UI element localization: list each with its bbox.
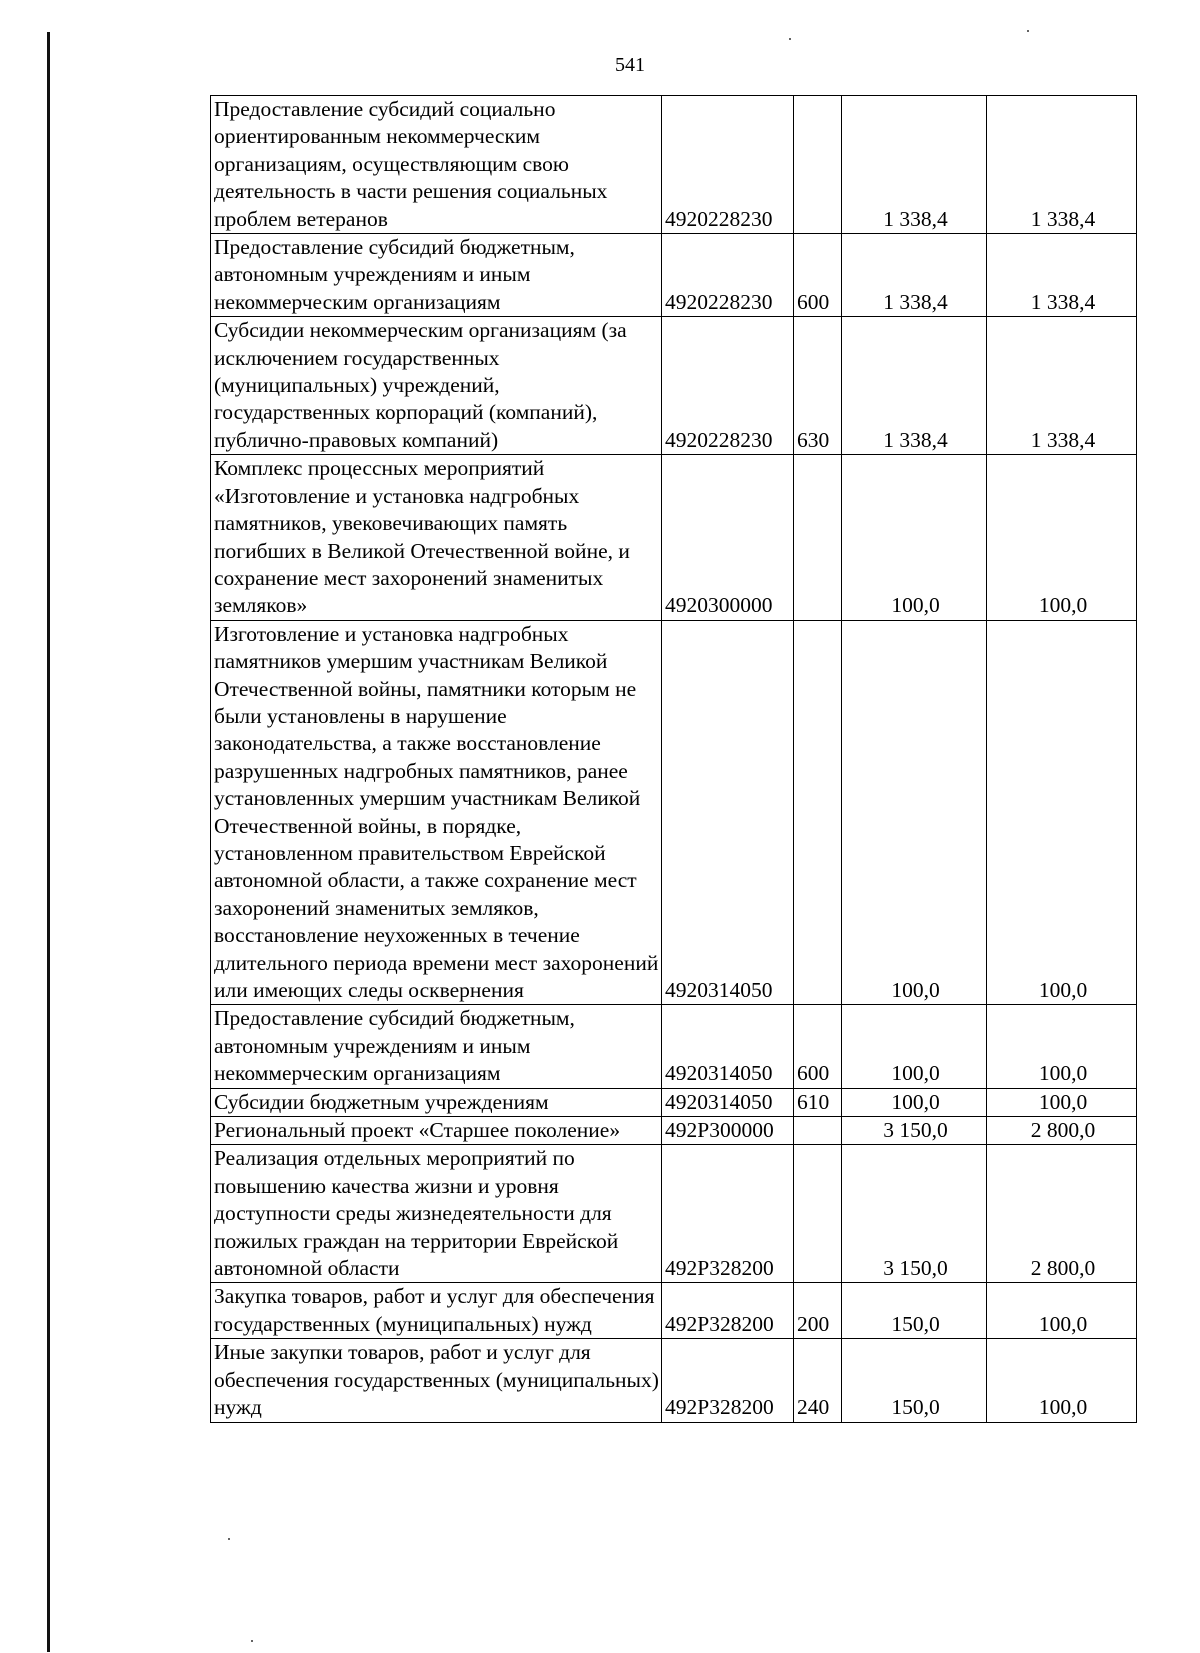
row-code: 4920300000 — [662, 455, 794, 620]
table-row — [211, 1145, 1137, 1283]
row-value-1: 3 150,0 — [842, 1145, 987, 1283]
row-expense-type — [794, 1117, 842, 1145]
row-code: 492P300000 — [662, 1117, 794, 1145]
scan-speck — [228, 1538, 230, 1540]
row-value-1: 1 338,4 — [842, 96, 987, 234]
binding-line — [47, 32, 50, 1652]
row-name: Региональный проект «Старшее поколение» — [211, 1117, 662, 1145]
table-row — [211, 455, 1137, 620]
row-value-2: 1 338,4 — [987, 96, 1137, 234]
table-row — [211, 1117, 1137, 1145]
row-value-1: 100,0 — [842, 1005, 987, 1088]
row-value-2: 100,0 — [987, 1283, 1137, 1339]
row-name: Предоставление субсидий бюджетным, автономным учреждениям и иным некоммерческим организациям — [211, 1005, 662, 1088]
row-expense-type: 240 — [794, 1339, 842, 1422]
row-value-2: 1 338,4 — [987, 317, 1137, 455]
scan-speck — [251, 1640, 253, 1642]
row-expense-type — [794, 1145, 842, 1283]
row-name: Реализация отдельных мероприятий по повышению качества жизни и уровня доступности среды жизнедеятельности для пожилых граждан на территории Еврейской автономной области — [211, 1145, 662, 1283]
row-name: Субсидии некоммерческим организациям (за исключением государственных (муниципальных) учреждений, государственных корпораций (компаний), публично-правовых компаний) — [211, 317, 662, 455]
row-value-1: 150,0 — [842, 1339, 987, 1422]
row-value-2: 100,0 — [987, 1339, 1137, 1422]
row-code: 492P328200 — [662, 1339, 794, 1422]
row-code: 4920314050 — [662, 1088, 794, 1116]
page-number: 541 — [615, 54, 645, 76]
table-row — [211, 96, 1137, 234]
row-code: 492P328200 — [662, 1283, 794, 1339]
row-value-2: 1 338,4 — [987, 234, 1137, 317]
row-value-2: 100,0 — [987, 620, 1137, 1005]
row-value-2: 2 800,0 — [987, 1117, 1137, 1145]
row-code: 492P328200 — [662, 1145, 794, 1283]
table-row — [211, 1005, 1137, 1088]
row-name: Предоставление субсидий бюджетным, автономным учреждениям и иным некоммерческим организациям — [211, 234, 662, 317]
row-expense-type — [794, 96, 842, 234]
row-name: Комплекс процессных мероприятий «Изготовление и установка надгробных памятников, увековечивающих память погибших в Великой Отечественной войне, и сохранение мест захоронений знаменитых земляков» — [211, 455, 662, 620]
budget-table — [210, 95, 1137, 1423]
row-value-1: 1 338,4 — [842, 234, 987, 317]
row-expense-type — [794, 620, 842, 1005]
table-row — [211, 620, 1137, 1005]
row-value-1: 100,0 — [842, 1088, 987, 1116]
row-value-2: 100,0 — [987, 1005, 1137, 1088]
table-row — [211, 1088, 1137, 1116]
table-row — [211, 234, 1137, 317]
table-row — [211, 1283, 1137, 1339]
row-name: Иные закупки товаров, работ и услуг для обеспечения государственных (муниципальных) нужд — [211, 1339, 662, 1422]
row-expense-type: 600 — [794, 234, 842, 317]
row-code: 4920228230 — [662, 317, 794, 455]
row-name: Субсидии бюджетным учреждениям — [211, 1088, 662, 1116]
row-name: Изготовление и установка надгробных памятников умершим участникам Великой Отечественной войны, памятники которым не были установлены в нарушение законодательства, а также восстановление разрушенных надгробных памятников, ранее установленных умершим участникам Великой Отечественной войны, в порядке, установленном правительством Еврейской автономной области, а также сохранение мест захоронений знаменитых земляков, восстановление неухоженных в течение длительного периода времени мест захоронений или имеющих следы осквернения — [211, 620, 662, 1005]
row-expense-type: 630 — [794, 317, 842, 455]
table-row — [211, 1339, 1137, 1422]
scan-speck — [789, 38, 791, 40]
row-value-2: 100,0 — [987, 455, 1137, 620]
row-name: Закупка товаров, работ и услуг для обеспечения государственных (муниципальных) нужд — [211, 1283, 662, 1339]
row-value-1: 3 150,0 — [842, 1117, 987, 1145]
row-code: 4920228230 — [662, 96, 794, 234]
row-value-1: 100,0 — [842, 455, 987, 620]
row-code: 4920228230 — [662, 234, 794, 317]
row-code: 4920314050 — [662, 620, 794, 1005]
row-value-1: 1 338,4 — [842, 317, 987, 455]
row-expense-type: 610 — [794, 1088, 842, 1116]
scan-speck — [1027, 30, 1029, 32]
row-code: 4920314050 — [662, 1005, 794, 1088]
row-value-1: 100,0 — [842, 620, 987, 1005]
row-expense-type — [794, 455, 842, 620]
row-expense-type: 200 — [794, 1283, 842, 1339]
row-name: Предоставление субсидий социально ориентированным некоммерческим организациям, осуществляющим свою деятельность в части решения социальных проблем ветеранов — [211, 96, 662, 234]
row-expense-type: 600 — [794, 1005, 842, 1088]
table-row — [211, 317, 1137, 455]
row-value-2: 2 800,0 — [987, 1145, 1137, 1283]
row-value-1: 150,0 — [842, 1283, 987, 1339]
row-value-2: 100,0 — [987, 1088, 1137, 1116]
